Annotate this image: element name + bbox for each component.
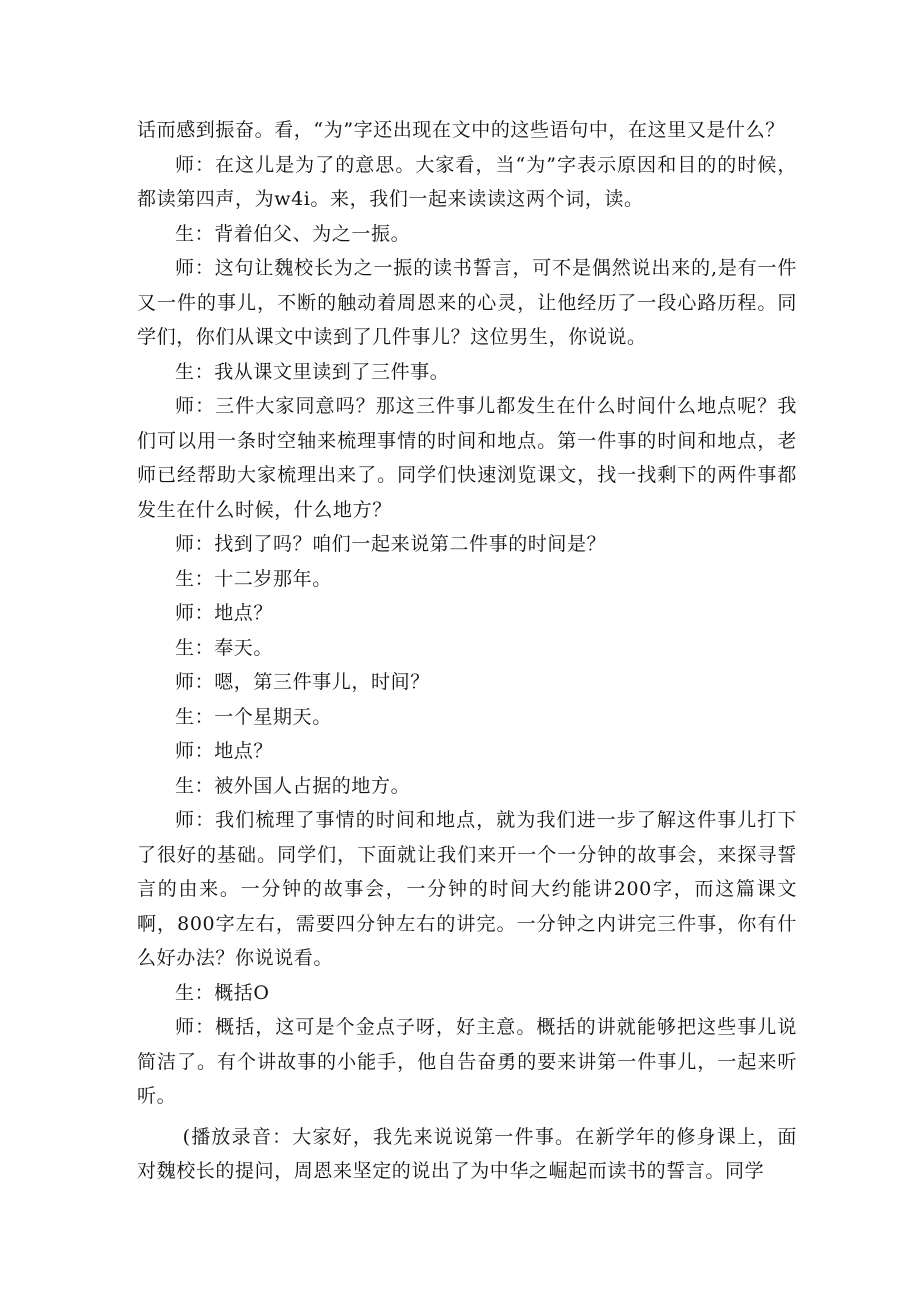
paragraph-student: 生：我从课文里读到了三件事。 <box>175 360 450 383</box>
document-body <box>137 113 797 1189</box>
paragraph-student: 生：奉天。 <box>175 636 274 659</box>
paragraph-teacher: 师：地点？ <box>175 740 274 762</box>
paragraph-teacher: 师：在这儿是为了的意思。大家看，当“为”字表示原因和目的的时候，都读第四声，为w4i。来，我们一起来读读这两个词，读。 <box>137 153 797 210</box>
paragraph-student: 生：一个星期天。 <box>175 705 332 728</box>
paragraph-teacher: 师：地点？ <box>175 602 274 624</box>
paragraph-teacher: 师：三件大家同意吗？那这三件事儿都发生在什么时间什么地点呢？我们可以用一条时空轴来梳理事情的时间和地点。第一件事的时间和地点，老师已经帮助大家梳理出来了。同学们快速浏览课文，找一找剩下的两件事都发生在什么时候，什么地方？ <box>137 395 797 521</box>
paragraph-teacher: 师：这句让魏校长为之一振的读书誓言，可不是偶然说出来的,是有一件又一件的事儿，不断的触动着周恩来的心灵，让他经历了一段心路历程。同学们，你们从课文中读到了几件事儿？这位男生，你说说。 <box>137 257 797 348</box>
paragraph-teacher: 师：概括，这可是个金点子呀，好主意。概括的讲就能够把这些事儿说简洁了。有个讲故事的小能手，他自告奋勇的要来讲第一件事儿，一起来听听。 <box>137 1016 797 1107</box>
paragraph-student: 生：十二岁那年。 <box>175 567 332 590</box>
paragraph-teacher: 师：我们梳理了事情的时间和地点，就为我们进一步了解这件事儿打下了很好的基础。同学们，下面就让我们来开一个一分钟的故事会，来探寻誓言的由来。一分钟的故事会，一分钟的时间大约能讲200字，而这篇课文啊，800字左右，需要四分钟左右的讲完。一分钟之内讲完三件事，你有什么好办法？你说说看。 <box>137 809 797 969</box>
paragraph-student: 生：背着伯父、为之一振。 <box>175 222 411 245</box>
paragraph-recording: (播放录音：大家好，我先来说说第一件事。在新学年的修身课上，面对魏校长的提问，周恩来坚定的说出了为中华之崛起而读书的誓言。同学 <box>137 1125 797 1182</box>
paragraph-student: 生：概括O <box>175 981 270 1004</box>
paragraph-continuation: 话而感到振奋。看，“为”字还出现在文中的这些语句中，在这里又是什么？ <box>137 119 785 141</box>
paragraph-student: 生：被外国人占据的地方。 <box>175 774 411 797</box>
paragraph-teacher: 师：找到了吗？咱们一起来说第二件事的时间是？ <box>175 533 607 555</box>
paragraph-teacher: 师：嗯，第三件事儿，时间？ <box>175 671 430 693</box>
